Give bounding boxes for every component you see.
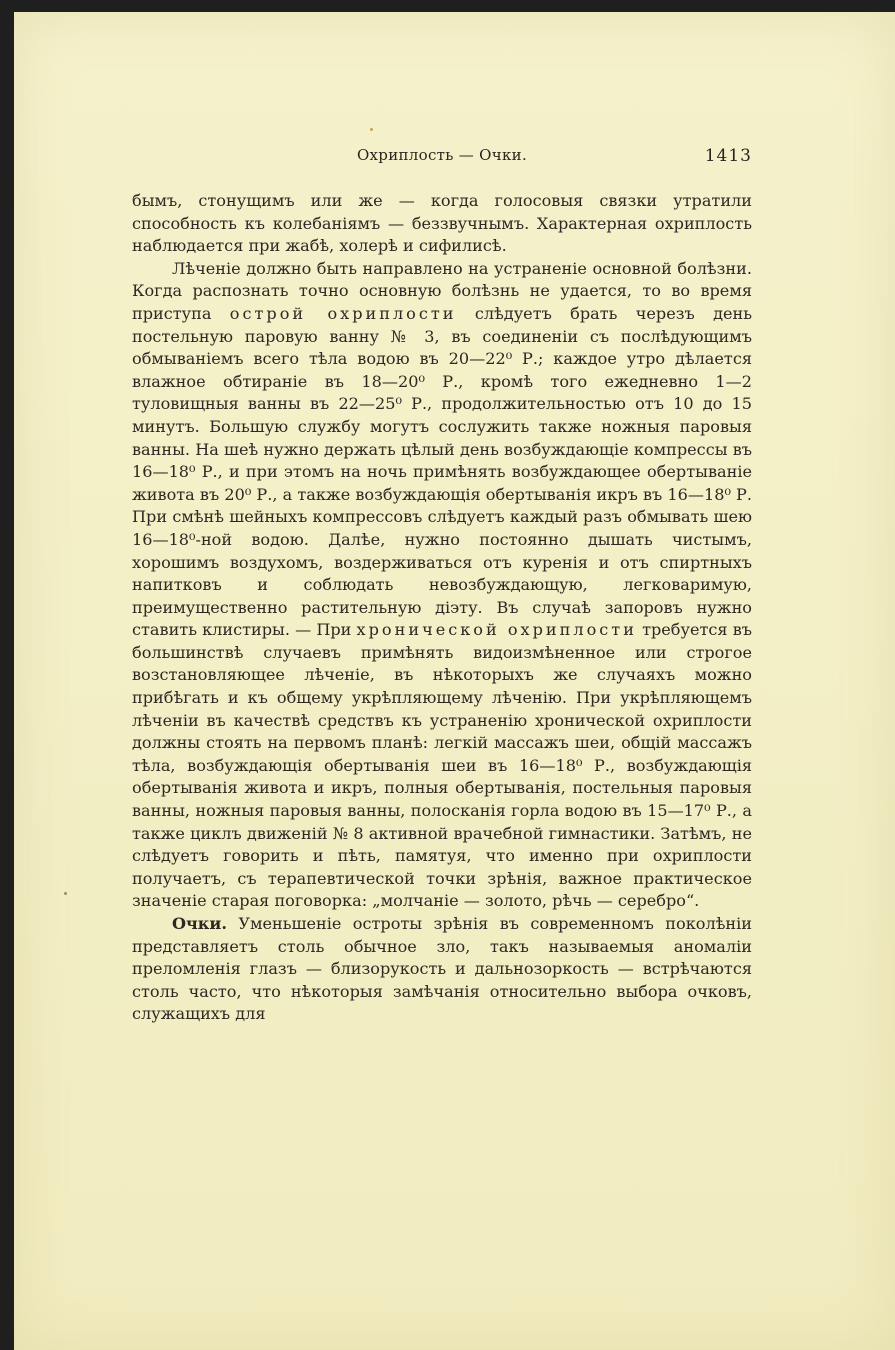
paragraph-text: Уменьшеніе остроты зрѣнія въ современномъ поколѣніи представляетъ столь обычное зло, такъ называемыя аномаліи преломленія глазъ — близорукость и дальнозоркость — встрѣчаются столь часто, что нѣкоторыя замѣчанія относительно выбора очковъ, служащихъ для <box>132 914 752 1024</box>
paragraph-glasses <box>132 913 752 1026</box>
emphasis-chronic-hoarseness: хронической охриплости <box>356 620 637 640</box>
paragraph-text: требуется въ большинствѣ случаевъ примѣнять видоизмѣненное или строгое возстановляющее лѣченіе, въ нѣкоторыхъ же случаяхъ можно прибѣгать и къ общему укрѣпляющему лѣченію. При укрѣпляющемъ лѣченіи въ качествѣ средствъ къ устраненію хронической охриплости должны стоять на первомъ планѣ: легкій массажъ шеи, общій массажъ тѣла, возбуждающія обертыванія шеи въ 16—18⁰ Р., возбуждающія обертыванія живота и икръ, полныя обертыванія, постельныя паровыя ванны, ножныя паровыя ванны, полосканія горла водою въ 15—17⁰ Р., а также циклъ движеній № 8 активной врачебной гимнастики. Затѣмъ, не слѣдуетъ говорить и пѣть, памятуя, что именно при охриплости получаетъ, съ терапевтической точки зрѣнія, важное практическое значеніе старая поговорка: „молчаніе — золото, рѣчь — серебро“. <box>132 620 752 911</box>
paragraph-treatment <box>132 258 752 913</box>
emphasis-acute-hoarseness: острой охриплости <box>229 303 457 323</box>
paragraph-continuation: бымъ, стонущимъ или же — когда голосовыя связки утратили способность къ колебаніямъ — беззвучнымъ. Характерная охриплость наблюдается при жабѣ, холерѣ и сифилисѣ. <box>132 191 752 256</box>
page-number: 1413 <box>704 146 752 166</box>
body-text <box>132 190 752 1026</box>
book-page <box>14 12 895 1350</box>
paper-speck <box>64 892 67 895</box>
page-header <box>132 146 752 170</box>
paper-speck <box>370 128 373 131</box>
paragraph-text: слѣдуетъ брать черезъ день постельную паровую ванну № 3, въ соединеніи съ послѣдующимъ обмываніемъ всего тѣла водою въ 20—22⁰ Р.; каждое утро дѣлается влажное обтираніе въ 18—20⁰ Р., кромѣ того ежедневно 1—2 туловищныя ванны въ 22—25⁰ Р., продолжительностью отъ 10 до 15 минутъ. Большую службу могутъ сослужить также ножныя паровыя ванны. На шеѣ нужно держать цѣлый день возбуждающіе компрессы въ 16—18⁰ Р., и при этомъ на ночь примѣнять возбуждающее обертываніе живота въ 20⁰ Р., а также возбуждающія обертыванія икръ въ 16—18⁰ Р. При смѣнѣ шейныхъ компрессовъ слѣдуетъ каждый разъ обмывать шею 16—18⁰-ной водою. Далѣе, нужно постоянно дышать чистымъ, хорошимъ воздухомъ, воздерживаться отъ куренія и отъ спиртныхъ напитковъ и соблюдать невозбуждающую, легковаримую, преимущественно растительную діэту. Въ случаѣ запоровъ нужно ставить клистиры. — При <box>132 303 752 640</box>
entry-term: Очки. <box>172 914 227 933</box>
running-title: Охриплость — Очки. <box>356 146 528 164</box>
paragraph-text: Лѣченіе должно быть направлено на устраненіе основной болѣзни. Когда распознать точно основную болѣзнь не удается, то во время приступа <box>132 258 752 323</box>
